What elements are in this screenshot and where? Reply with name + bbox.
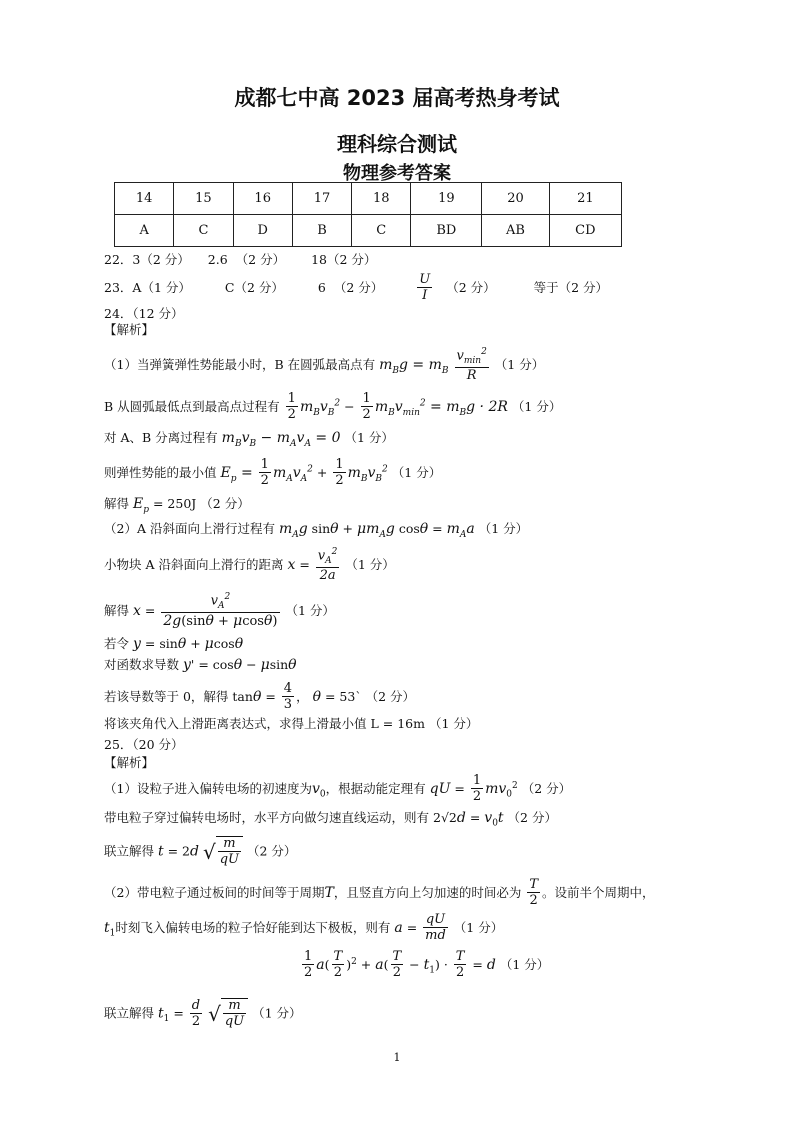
score: （1 分） <box>252 1005 302 1021</box>
equation-fraction: $\frac{1}{2}$ <box>304 949 313 981</box>
q25-line-2: 带电粒子穿过偏转电场时，水平方向做匀速直线运动，则有 $2√2d = v_0t$ （2 分） <box>104 810 557 829</box>
equation-fraction: $\frac{1}{2}$ <box>472 773 482 805</box>
score: （2 分） <box>521 780 572 796</box>
q25-line-7: 联立解得 $t_1$ = $\frac{d}{2}$ √ $\frac{m}{qU}$ （1 分） <box>104 997 302 1030</box>
q24-line-12 <box>104 716 478 731</box>
score: （2 分） <box>235 252 286 267</box>
q24-line-6: （2）A 沿斜面向上滑行过程有 $m_Ag$ $\sin\theta + \mu m_Ag$ $\cos\theta = m_Aa$ （1 分） <box>104 521 529 540</box>
q24-line-5: 解得 $E_p = 250J$ （2 分） <box>104 496 250 515</box>
text: 则弹性势能的最小值 <box>104 464 217 480</box>
score: （2 分） <box>140 252 190 267</box>
equation-fraction: $\frac{T}{2}$ <box>529 877 538 909</box>
text: （2）带电粒子通过板间的时间等于周期 <box>104 884 325 900</box>
q22-number: 22． <box>104 252 133 267</box>
q25-analysis-label: 【解析】 <box>104 755 155 770</box>
text: ，且竖直方向上匀加速的时间必为 <box>333 884 522 900</box>
table-cell: D <box>233 215 292 247</box>
square-root: √ $\frac{m}{qU}$ <box>208 998 248 1030</box>
answer-table-answers-row <box>115 215 622 247</box>
q24-line-11: 若该导数等于 0，解得 tanθ = $\frac{4}{3}$ ， θ = 53` （2 分） <box>104 681 415 713</box>
square-root: √ $\frac{m}{qU}$ <box>203 836 243 868</box>
q24-line-2: B 从圆弧最低点到最高点过程有 $\frac{1}{2}$ $m_Bv_B^2$ − $\frac{1}{2}$ $m_Bv_{min}^2 = m_Bg \cdot 2R$ （1 分） <box>104 391 562 423</box>
q24-line-7: 小物块 A 沿斜面向上滑行的距离 x = $\frac{v_A^2}{2a}$ （1 分） <box>104 547 395 583</box>
exam-title: 成都七中高 2023 届高考热身考试 <box>234 86 560 110</box>
text: 联立解得 <box>104 1005 155 1021</box>
score: （2 分） <box>507 810 557 825</box>
score: （2 分） <box>446 279 496 295</box>
text: 解得 <box>104 602 130 618</box>
text: 若令 <box>104 636 130 651</box>
q24-line-10: 对函数求导数 y' = cosθ − μsinθ <box>104 657 297 673</box>
table-cell: AB <box>482 215 549 247</box>
equation-fraction: $\frac{v_A^2}{2g(\sin\theta + \mu\cos\theta)}$ <box>163 592 278 629</box>
equation-fraction: $\frac{1}{2}$ <box>362 391 371 423</box>
text: B 从圆弧最低点到最高点过程有 <box>104 398 280 414</box>
table-cell: 15 <box>174 183 233 215</box>
equation-fraction: $\frac{1}{2}$ <box>260 457 269 489</box>
exam-subtitle: 理科综合测试 <box>337 132 457 156</box>
equation-fraction: $\frac{v_{min}^2}{R}$ <box>456 347 487 383</box>
q23-answer-5: 等于 <box>533 279 559 295</box>
equation: L = 16m <box>370 716 425 731</box>
page-number: 1 <box>393 1051 401 1064</box>
q25-line-6: $\frac{1}{2}$ a( $\frac{T}{2}$ )$^2$ + a( $\frac{T}{2}$ − $t_1$) · $\frac{T}{2}$ = d （1 分） <box>304 949 550 981</box>
text: （2）A 沿斜面向上滑行过程有 <box>104 521 275 536</box>
answer-table-numbers-row <box>115 183 622 215</box>
text: 若该导数等于 0，解得 <box>104 688 229 704</box>
equation-fraction: $\frac{v_A^2}{2a}$ <box>317 547 338 583</box>
q23-number: 23． <box>104 279 133 295</box>
q23-line <box>104 273 608 304</box>
table-cell: 18 <box>352 183 411 215</box>
q23-answer-1: A <box>132 279 142 295</box>
score: （2 分） <box>333 279 384 295</box>
table-cell: C <box>352 215 411 247</box>
q22-answer-1: 3 <box>132 252 141 267</box>
table-cell: A <box>115 215 174 247</box>
score: （1 分） <box>345 557 395 573</box>
answer-table <box>114 182 622 247</box>
text: （1）设粒子进入偏转电场的初速度为 <box>104 780 312 796</box>
equation: $m_Bv_B - m_Av_A = 0$ <box>221 430 341 449</box>
table-cell: 14 <box>115 183 174 215</box>
score: （2 分） <box>558 279 609 295</box>
q24-line-4: 则弹性势能的最小值 $E_p$ = $\frac{1}{2}$ $m_Av_A^2$ + $\frac{1}{2}$ $m_Bv_B^2$ （1 分） <box>104 457 442 489</box>
text: 联立解得 <box>104 843 155 859</box>
table-cell: B <box>292 215 351 247</box>
text: 带电粒子穿过偏转电场时，水平方向做匀速直线运动，则有 <box>104 810 430 825</box>
q24-line-3 <box>104 430 394 450</box>
equation-fraction: $\frac{1}{2}$ <box>287 391 296 423</box>
text: 对函数求导数 <box>104 657 180 672</box>
score: （1 分） <box>285 602 335 618</box>
table-cell: CD <box>549 215 621 247</box>
score: （1 分） <box>478 521 529 536</box>
score: （1 分） <box>499 956 550 972</box>
q22-line <box>104 252 376 267</box>
text: ，根据动能定理有 <box>325 780 426 796</box>
table-cell: BD <box>411 215 482 247</box>
text: 对 A、B 分离过程有 <box>104 430 218 445</box>
score: （1 分） <box>344 430 394 445</box>
score: （2 分） <box>327 252 377 267</box>
q24-line-1 <box>104 348 544 383</box>
table-cell: 21 <box>549 183 621 215</box>
q23-answer-2: C <box>224 279 235 295</box>
table-cell: C <box>174 215 233 247</box>
text: 解得 <box>104 496 130 511</box>
text: 。设前半个周期中， <box>541 884 655 900</box>
equation-fraction: $\frac{4}{3}$ <box>283 681 293 713</box>
equation: $m_Bg = m_B$ <box>379 357 449 376</box>
score: （1 分） <box>391 464 442 480</box>
q23-answer-3: 6 <box>317 279 326 295</box>
score: （1 分） <box>511 398 562 414</box>
q23-fraction: $\frac{U}{I}$ <box>419 272 431 304</box>
q25-heading: 25．（20 分） <box>104 737 184 752</box>
score: （2 分） <box>246 843 297 859</box>
score: （1 分） <box>494 357 545 373</box>
score: （2 分） <box>365 688 415 704</box>
q24-line-8: 解得 x = $\frac{v_A^2}{2g(\sin\theta + \mu\cos\theta)}$ （1 分） <box>104 592 335 629</box>
text: 将该夹角代入上滑距离表达式，求得上滑最小值 <box>104 716 367 731</box>
equation-fraction: $\frac{1}{2}$ <box>335 457 344 489</box>
text: （1）当弹簧弹性势能最小时，B 在圆弧最高点有 <box>104 357 376 373</box>
equation-fraction: $\frac{qU}{md}$ <box>425 912 446 944</box>
score: （1 分） <box>428 716 479 731</box>
q25-line-3: 联立解得 t = 2d √ $\frac{m}{qU}$ （2 分） <box>104 836 297 868</box>
q25-line-1: （1）设粒子进入偏转电场的初速度为$v_0$，根据动能定理有 qU = $\frac{1}{2}$ $mv_0^2$ （2 分） <box>104 773 572 805</box>
q22-answer-3: 18 <box>311 252 327 267</box>
q25-line-5: $t_1$时刻飞入偏转电场的粒子恰好能到达下极板，则有 a = $\frac{qU}{md}$ （1 分） <box>104 912 504 944</box>
score: （2 分） <box>234 279 284 295</box>
equation-fraction: $\frac{d}{2}$ <box>191 997 201 1029</box>
score: （1 分） <box>453 919 504 935</box>
equation-fraction: $\frac{T}{2}$ <box>455 949 465 981</box>
score: （2 分） <box>200 496 250 511</box>
score: （1 分） <box>141 279 191 295</box>
q24-analysis-label: 【解析】 <box>104 322 155 337</box>
table-cell: 16 <box>233 183 292 215</box>
q25-line-4: （2）带电粒子通过板间的时间等于周期T，且竖直方向上匀加速的时间必为 $\frac{T}{2}$ 。设前半个周期中， <box>104 877 655 909</box>
q22-answer-2: 2.6 <box>207 252 228 267</box>
table-cell: 20 <box>482 183 549 215</box>
text: 时刻飞入偏转电场的粒子恰好能到达下极板，则有 <box>115 919 391 935</box>
q24-line-9: 若令 y = sinθ + μcosθ <box>104 636 244 652</box>
text: 小物块 A 沿斜面向上滑行的距离 <box>104 557 284 573</box>
q24-heading: 24．（12 分） <box>104 306 184 321</box>
table-cell: 17 <box>292 183 351 215</box>
table-cell: 19 <box>411 183 482 215</box>
answer-heading: 物理参考答案 <box>343 163 451 184</box>
